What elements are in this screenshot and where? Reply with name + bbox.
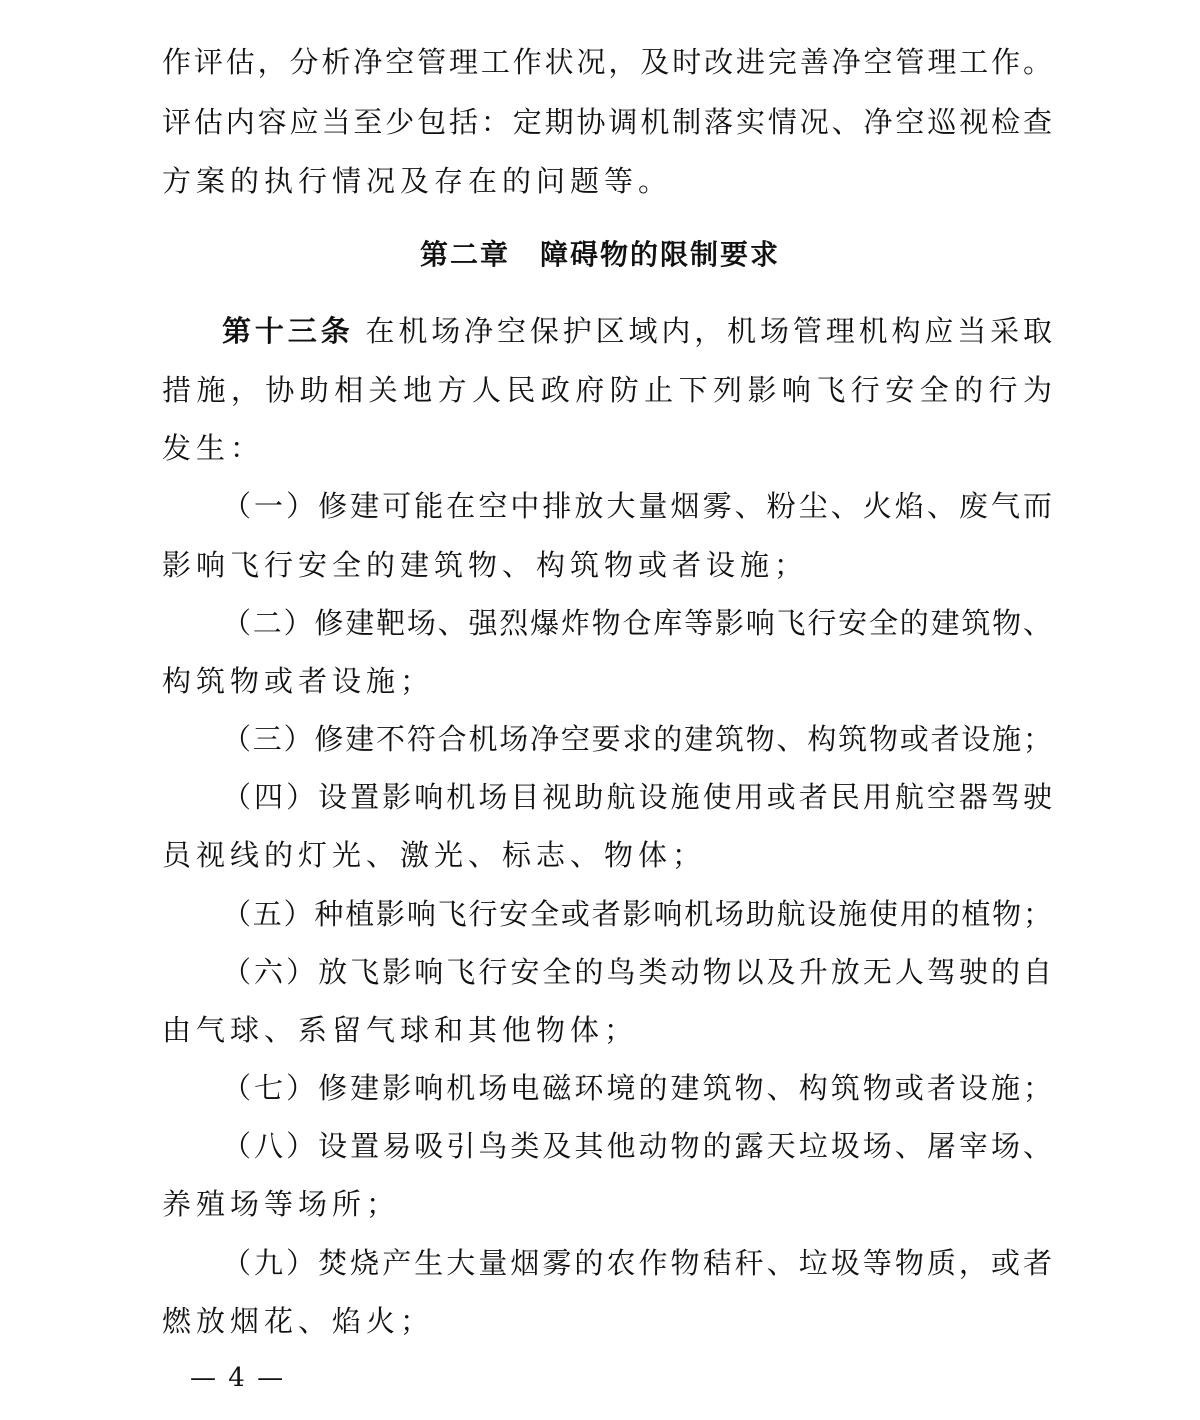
list-item-line: 燃放烟花、焰火； (162, 1304, 435, 1338)
intro-line: 评估内容应当至少包括：定期协调机制落实情况、净空巡视检查 (162, 105, 1052, 139)
list-item-line: 构筑物或者设施； (162, 664, 435, 698)
list-item-line: （五）种植影响飞行安全或者影响机场助航设施使用的植物； (222, 897, 1052, 931)
list-item-line: 影响飞行安全的建筑物、构筑物或者设施； (162, 548, 809, 582)
list-item-line: 由气球、系留气球和其他物体； (162, 1013, 639, 1047)
list-item-line: （四）设置影响机场目视助航设施使用或者民用航空器驾驶 (222, 780, 1052, 814)
list-item-line: （三）修建不符合机场净空要求的建筑物、构筑物或者设施； (222, 722, 1052, 756)
list-item-line: （二）修建靶场、强烈爆炸物仓库等影响飞行安全的建筑物、 (222, 606, 1052, 640)
intro-line: 作评估，分析净空管理工作状况，及时改进完善净空管理工作。 (162, 45, 1052, 79)
chapter-title (0, 235, 1200, 275)
page-number: — 4 — (190, 1363, 286, 1393)
list-item-line: （八）设置易吸引鸟类及其他动物的露天垃圾场、屠宰场、 (222, 1129, 1052, 1163)
list-item-line: （七）修建影响机场电磁环境的建筑物、构筑物或者设施； (222, 1071, 1052, 1105)
list-item-line: （一）修建可能在空中排放大量烟雾、粉尘、火焰、废气而 (222, 489, 1052, 523)
list-item-line: 员视线的灯光、激光、标志、物体； (162, 838, 707, 872)
list-item-line: 养殖场等场所； (162, 1187, 401, 1221)
intro-line: 方案的执行情况及存在的问题等。 (162, 164, 673, 198)
article-line: 措施，协助相关地方人民政府防止下列影响飞行安全的行为 (162, 373, 1052, 407)
chapter-number: 第二章 (419, 238, 510, 271)
list-item-line: （六）放飞影响飞行安全的鸟类动物以及升放无人驾驶的自 (222, 955, 1052, 989)
article-line: 在机场净空保护区域内，机场管理机构应当采取 (365, 314, 1052, 348)
chapter-name: 障碍物的限制要求 (540, 238, 781, 271)
list-item-line: （九）焚烧产生大量烟雾的农作物秸秆、垃圾等物质，或者 (222, 1246, 1052, 1280)
article-heading: 第十三条 (222, 314, 354, 348)
article-first-line (222, 311, 1052, 351)
article-line: 发生： (162, 431, 265, 465)
